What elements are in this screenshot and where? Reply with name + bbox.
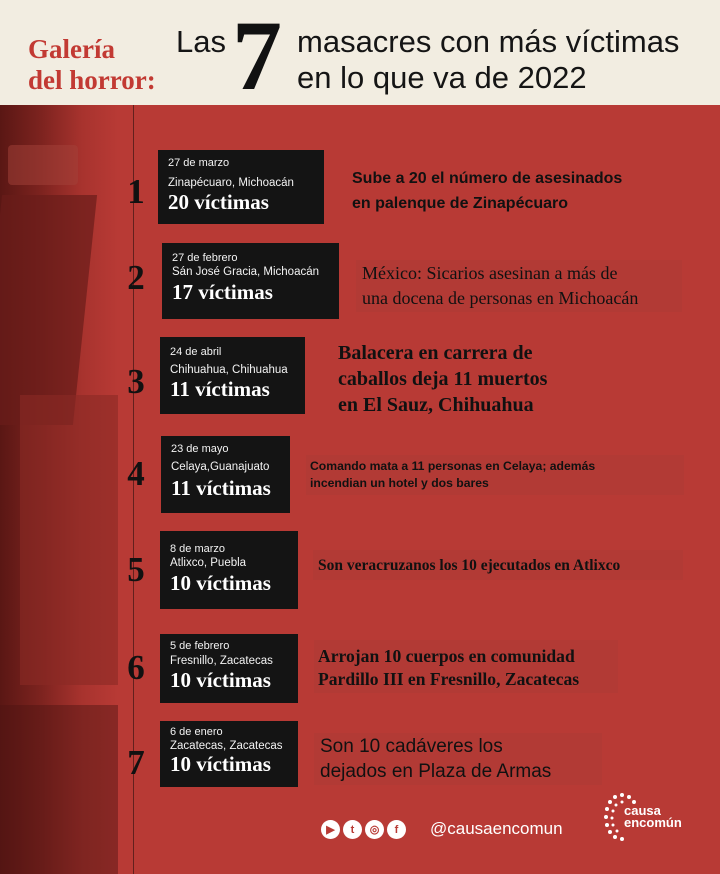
logo-text: causa (624, 803, 661, 818)
title-las: Las (176, 24, 226, 59)
rank-number: 4 (127, 454, 145, 493)
victim-count: 11 víctimas (171, 476, 271, 500)
social-handle[interactable]: @causaencomun (430, 819, 563, 838)
rank-number: 7 (127, 743, 145, 782)
causa-en-comun-logo (602, 789, 690, 845)
rank-number: 2 (127, 258, 145, 297)
event-place: Sán José Gracia, Michoacán (172, 266, 320, 278)
event-date: 27 de marzo (168, 157, 230, 169)
youtube-icon[interactable]: ▶ (321, 820, 340, 839)
title-line-2: en lo que va de 2022 (297, 60, 587, 95)
victim-box (162, 243, 339, 319)
victim-box (161, 436, 290, 513)
headline-line: caballos deja 11 muertos (338, 368, 548, 390)
headline-line: Balacera en carrera de (338, 342, 533, 364)
kicker-line-1: Galería (28, 34, 115, 64)
victim-box (160, 337, 305, 414)
victim-count: 10 víctimas (170, 668, 271, 692)
headline-line: Arrojan 10 cuerpos en comunidad (318, 646, 575, 666)
title-line-1: masacres con más víctimas (297, 24, 680, 59)
event-date: 23 de mayo (171, 443, 229, 455)
event-date: 27 de febrero (172, 252, 238, 264)
title-number: 7 (232, 0, 280, 111)
headline-line: Son 10 cadáveres los (320, 736, 503, 757)
kicker (28, 34, 156, 96)
headline-line: una docena de personas en Michoacán (362, 288, 639, 308)
victim-count: 10 víctimas (170, 752, 271, 776)
headline-line: Sube a 20 el número de asesinados (352, 170, 623, 187)
twitter-icon[interactable]: t (343, 820, 362, 839)
social-icons (321, 820, 406, 839)
event-place: Zinapécuaro, Michoacán (168, 177, 294, 189)
victim-box (160, 634, 298, 703)
event-date: 6 de enero (170, 726, 223, 738)
event-place: Atlixco, Puebla (170, 557, 247, 569)
headline-line: en El Sauz, Chihuahua (338, 394, 534, 416)
facebook-icon[interactable]: f (387, 820, 406, 839)
header (0, 0, 720, 111)
logo-text: encomún (624, 815, 682, 830)
news-headline (318, 645, 579, 691)
victim-count: 10 víctimas (170, 571, 271, 595)
event-date: 24 de abril (170, 346, 222, 358)
news-headline (338, 340, 547, 418)
headline-line: en palenque de Zinapécuaro (352, 195, 569, 212)
headline-line: Pardillo III en Fresnillo, Zacatecas (318, 669, 580, 689)
victim-count: 20 víctimas (168, 190, 269, 214)
victim-count: 17 víctimas (172, 280, 273, 304)
headline-line: México: Sicarios asesinan a más de (362, 263, 618, 283)
rank-number: 1 (127, 172, 145, 211)
news-headline (318, 556, 620, 575)
event-date: 8 de marzo (170, 543, 226, 555)
event-place: Fresnillo, Zacatecas (170, 655, 273, 667)
rank-number: 5 (127, 550, 145, 589)
victim-box (160, 721, 298, 787)
kicker-line-2: del horror: (28, 65, 156, 95)
event-place: Chihuahua, Chihuahua (170, 364, 288, 376)
headline-line: incendian un hotel y dos bares (310, 476, 489, 490)
news-headline (310, 458, 595, 492)
rank-number: 6 (127, 648, 145, 687)
victim-box (160, 531, 298, 609)
headline-line: Comando mata a 11 personas en Celaya; además (310, 459, 596, 473)
news-headline (362, 261, 638, 311)
event-place: Zacatecas, Zacatecas (170, 740, 283, 752)
victim-box (158, 150, 324, 224)
headline-line: dejados en Plaza de Armas (320, 761, 552, 782)
victim-count: 11 víctimas (170, 377, 270, 401)
news-headline (352, 166, 622, 216)
event-date: 5 de febrero (170, 640, 230, 652)
instagram-icon[interactable]: ◎ (365, 820, 384, 839)
news-headline (320, 734, 551, 784)
background-photo (0, 105, 118, 874)
headline-line: Son veracruzanos los 10 ejecutados en Atlixco (318, 557, 621, 574)
rank-number: 3 (127, 362, 145, 401)
event-place: Celaya,Guanajuato (171, 461, 270, 473)
